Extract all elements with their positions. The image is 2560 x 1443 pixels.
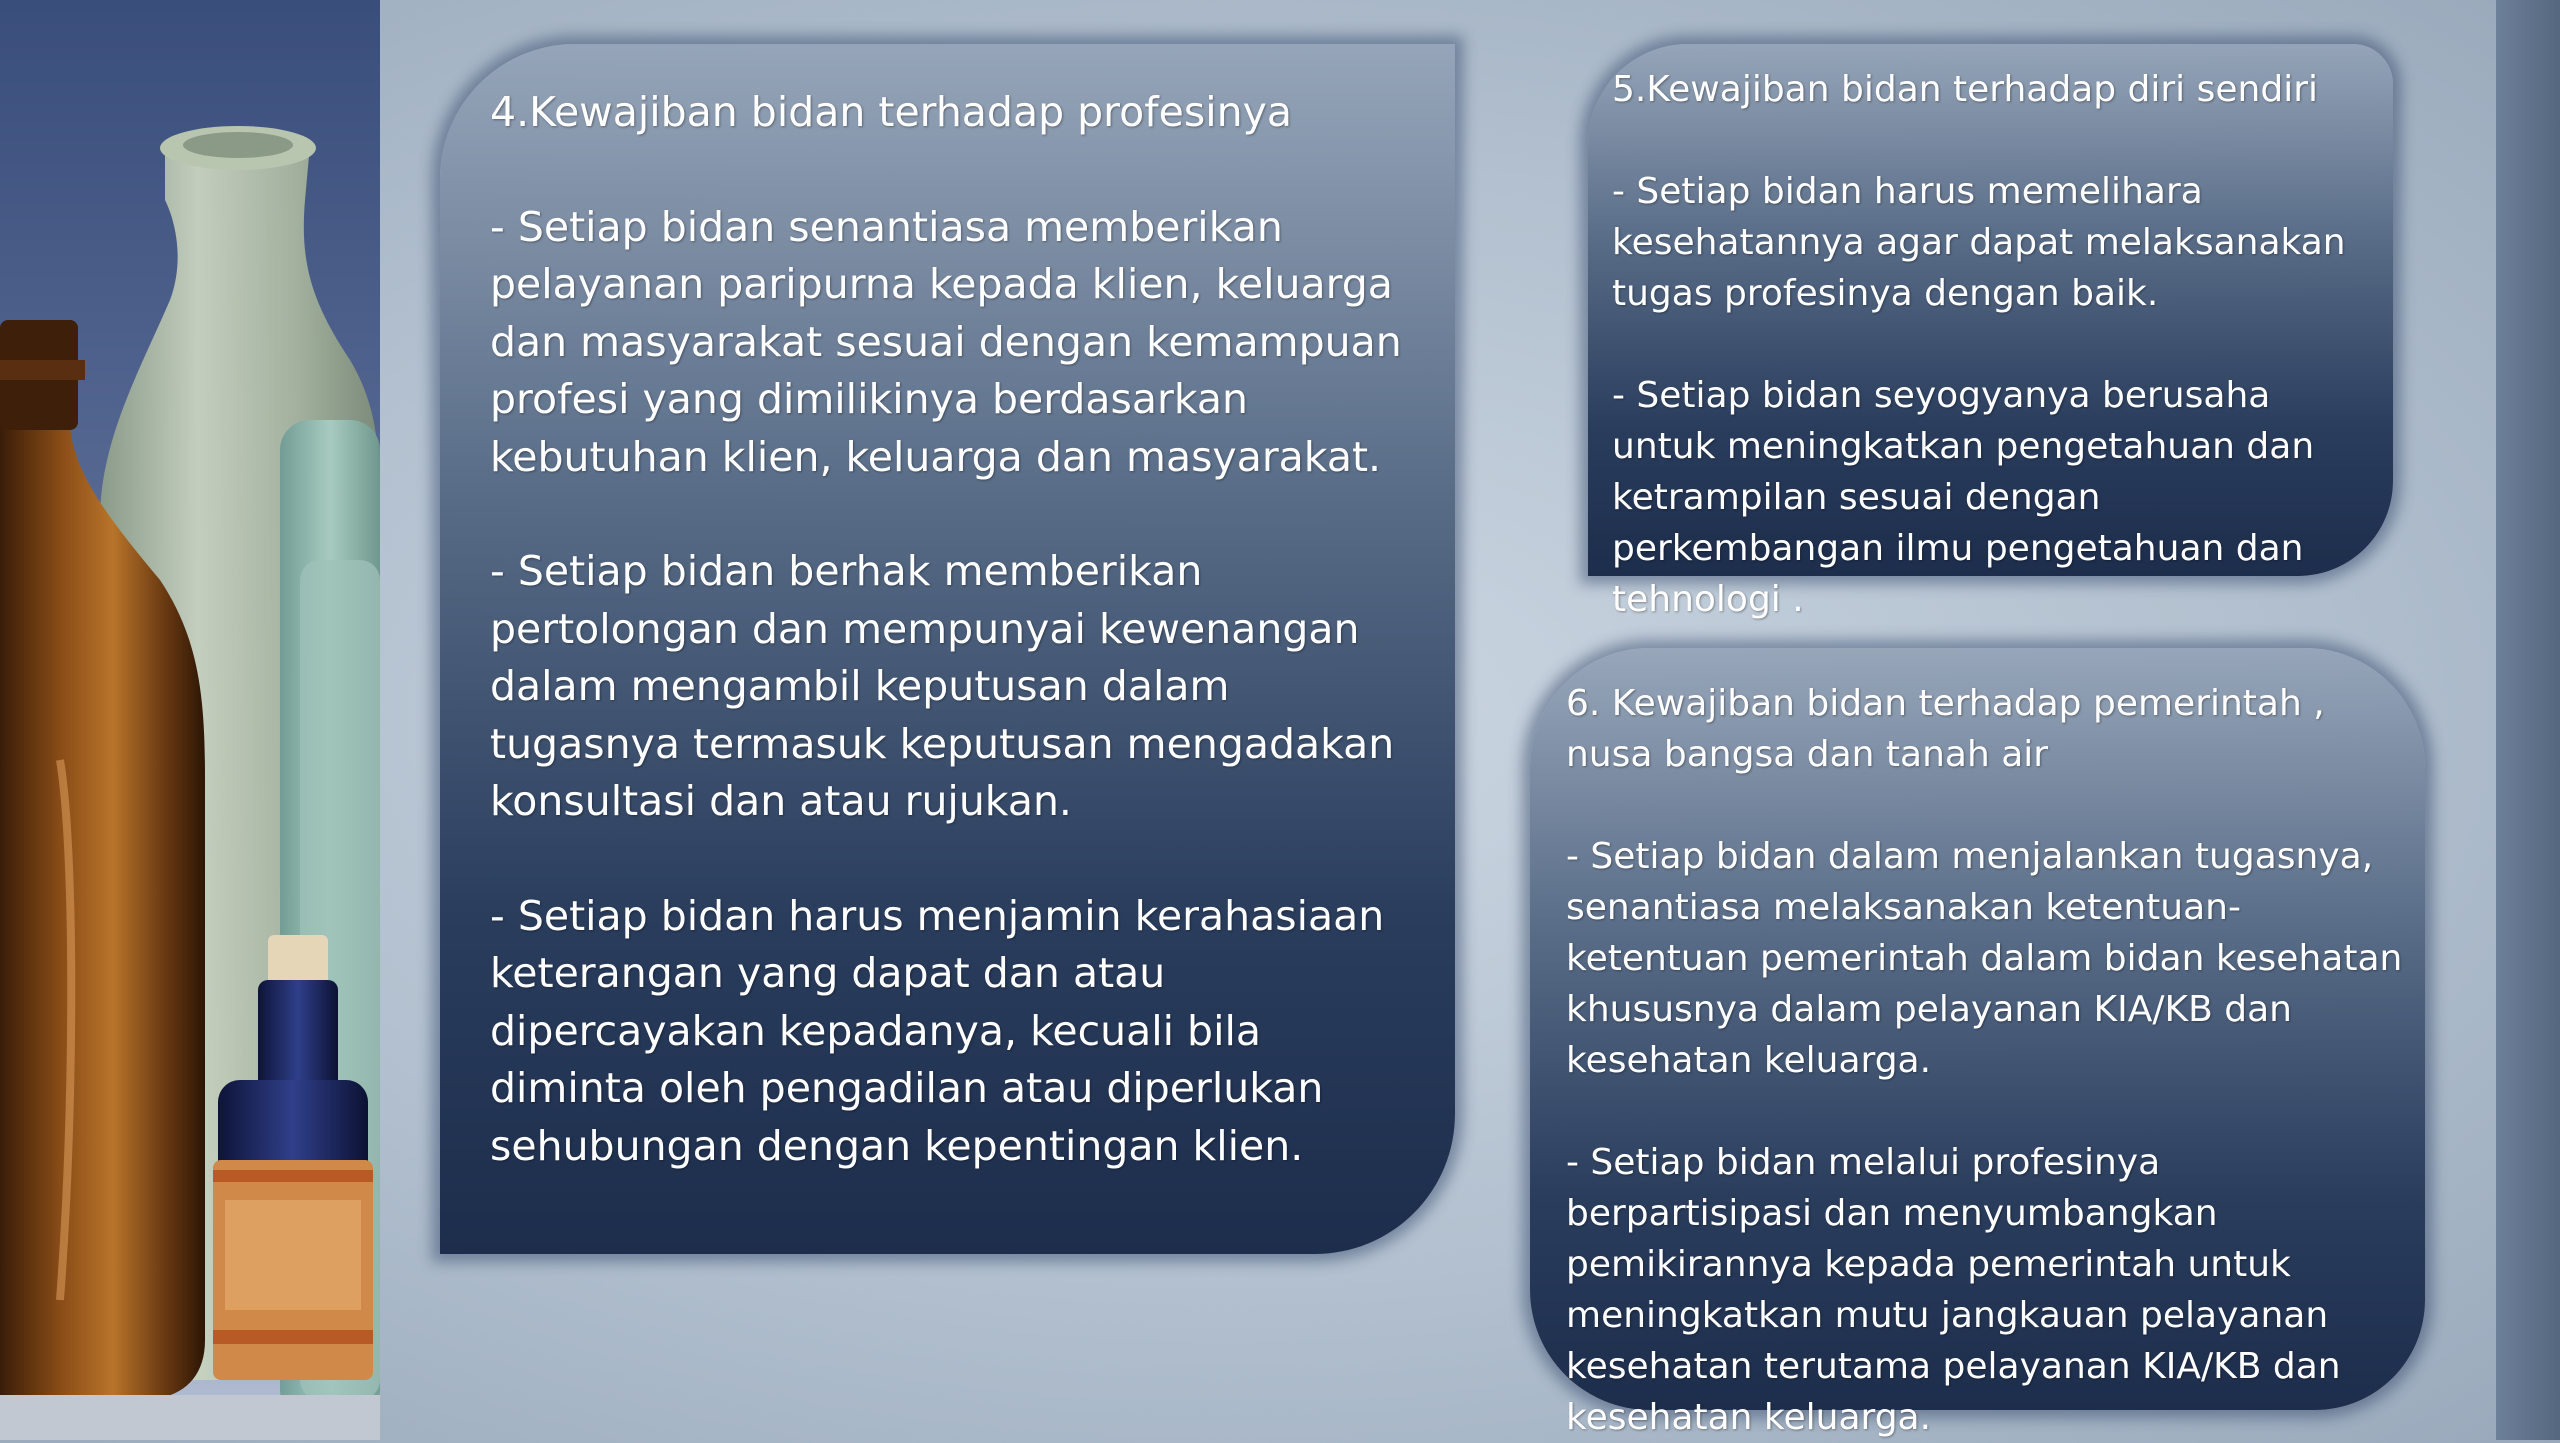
card-5-point-2: - Setiap bidan seyogyanya berusaha untuk meningkatkan pengetahuan dan ketrampilan sesuai dengan perkembangan ilmu pengetahuan dan tehnologi . (1612, 375, 2315, 620)
card-duty-to-self (1588, 44, 2393, 620)
card-duty-to-profession (440, 44, 1455, 1254)
card-4-title: 4.Kewajiban bidan terhadap profesinya (490, 88, 1292, 136)
card-5-point-1: - Setiap bidan harus memelihara kesehatannya agar dapat melaksanakan tugas profesinya dengan baik. (1612, 171, 2346, 314)
right-edge-strip (2496, 0, 2560, 1440)
card-4-point-2: - Setiap bidan berhak memberikan pertolongan dan mempunyai kewenangan dalam mengambil keputusan dalam tugasnya termasuk keputusan mengadakan konsultasi dan atau rujukan. (490, 547, 1395, 825)
card-5-title: 5.Kewajiban bidan terhadap diri sendiri (1612, 69, 2319, 110)
card-6-point-1: - Setiap bidan dalam menjalankan tugasnya, senantiasa melaksanakan ketentuan-ketentuan pemerintah dalam bidan kesehatan khususnya dalam pelayanan KIA/KB dan kesehatan keluarga. (1566, 836, 2403, 1081)
card-6-title: 6. Kewajiban bidan terhadap pemerintah , nusa bangsa dan tanah air (1566, 683, 2325, 775)
card-4-point-1: - Setiap bidan senantiasa memberikan pelayanan paripurna kepada klien, keluarga dan masyarakat sesuai dengan kemampuan profesi yang dimilikinya berdasarkan kebutuhan klien, keluarga dan masyarakat. (490, 202, 1402, 481)
card-4-point-3: - Setiap bidan harus menjamin kerahasiaan keterangan yang dapat dan atau dipercayakan kepadanya, kecuali bila diminta oleh pengadilan atau diperlukan sehubungan dengan kepentingan klien. (490, 891, 1385, 1170)
bottles-photo (0, 0, 380, 1440)
card-duty-to-government (1530, 648, 2425, 1438)
bottles-illustration (0, 0, 380, 1440)
card-6-point-2: - Setiap bidan melalui profesinya berpartisipasi dan menyumbangkan pemikirannya kepada pemerintah untuk meningkatkan mutu jangkauan pelayanan kesehatan terutama pelayanan KIA/KB dan kesehatan keluarga. (1566, 1142, 2341, 1438)
